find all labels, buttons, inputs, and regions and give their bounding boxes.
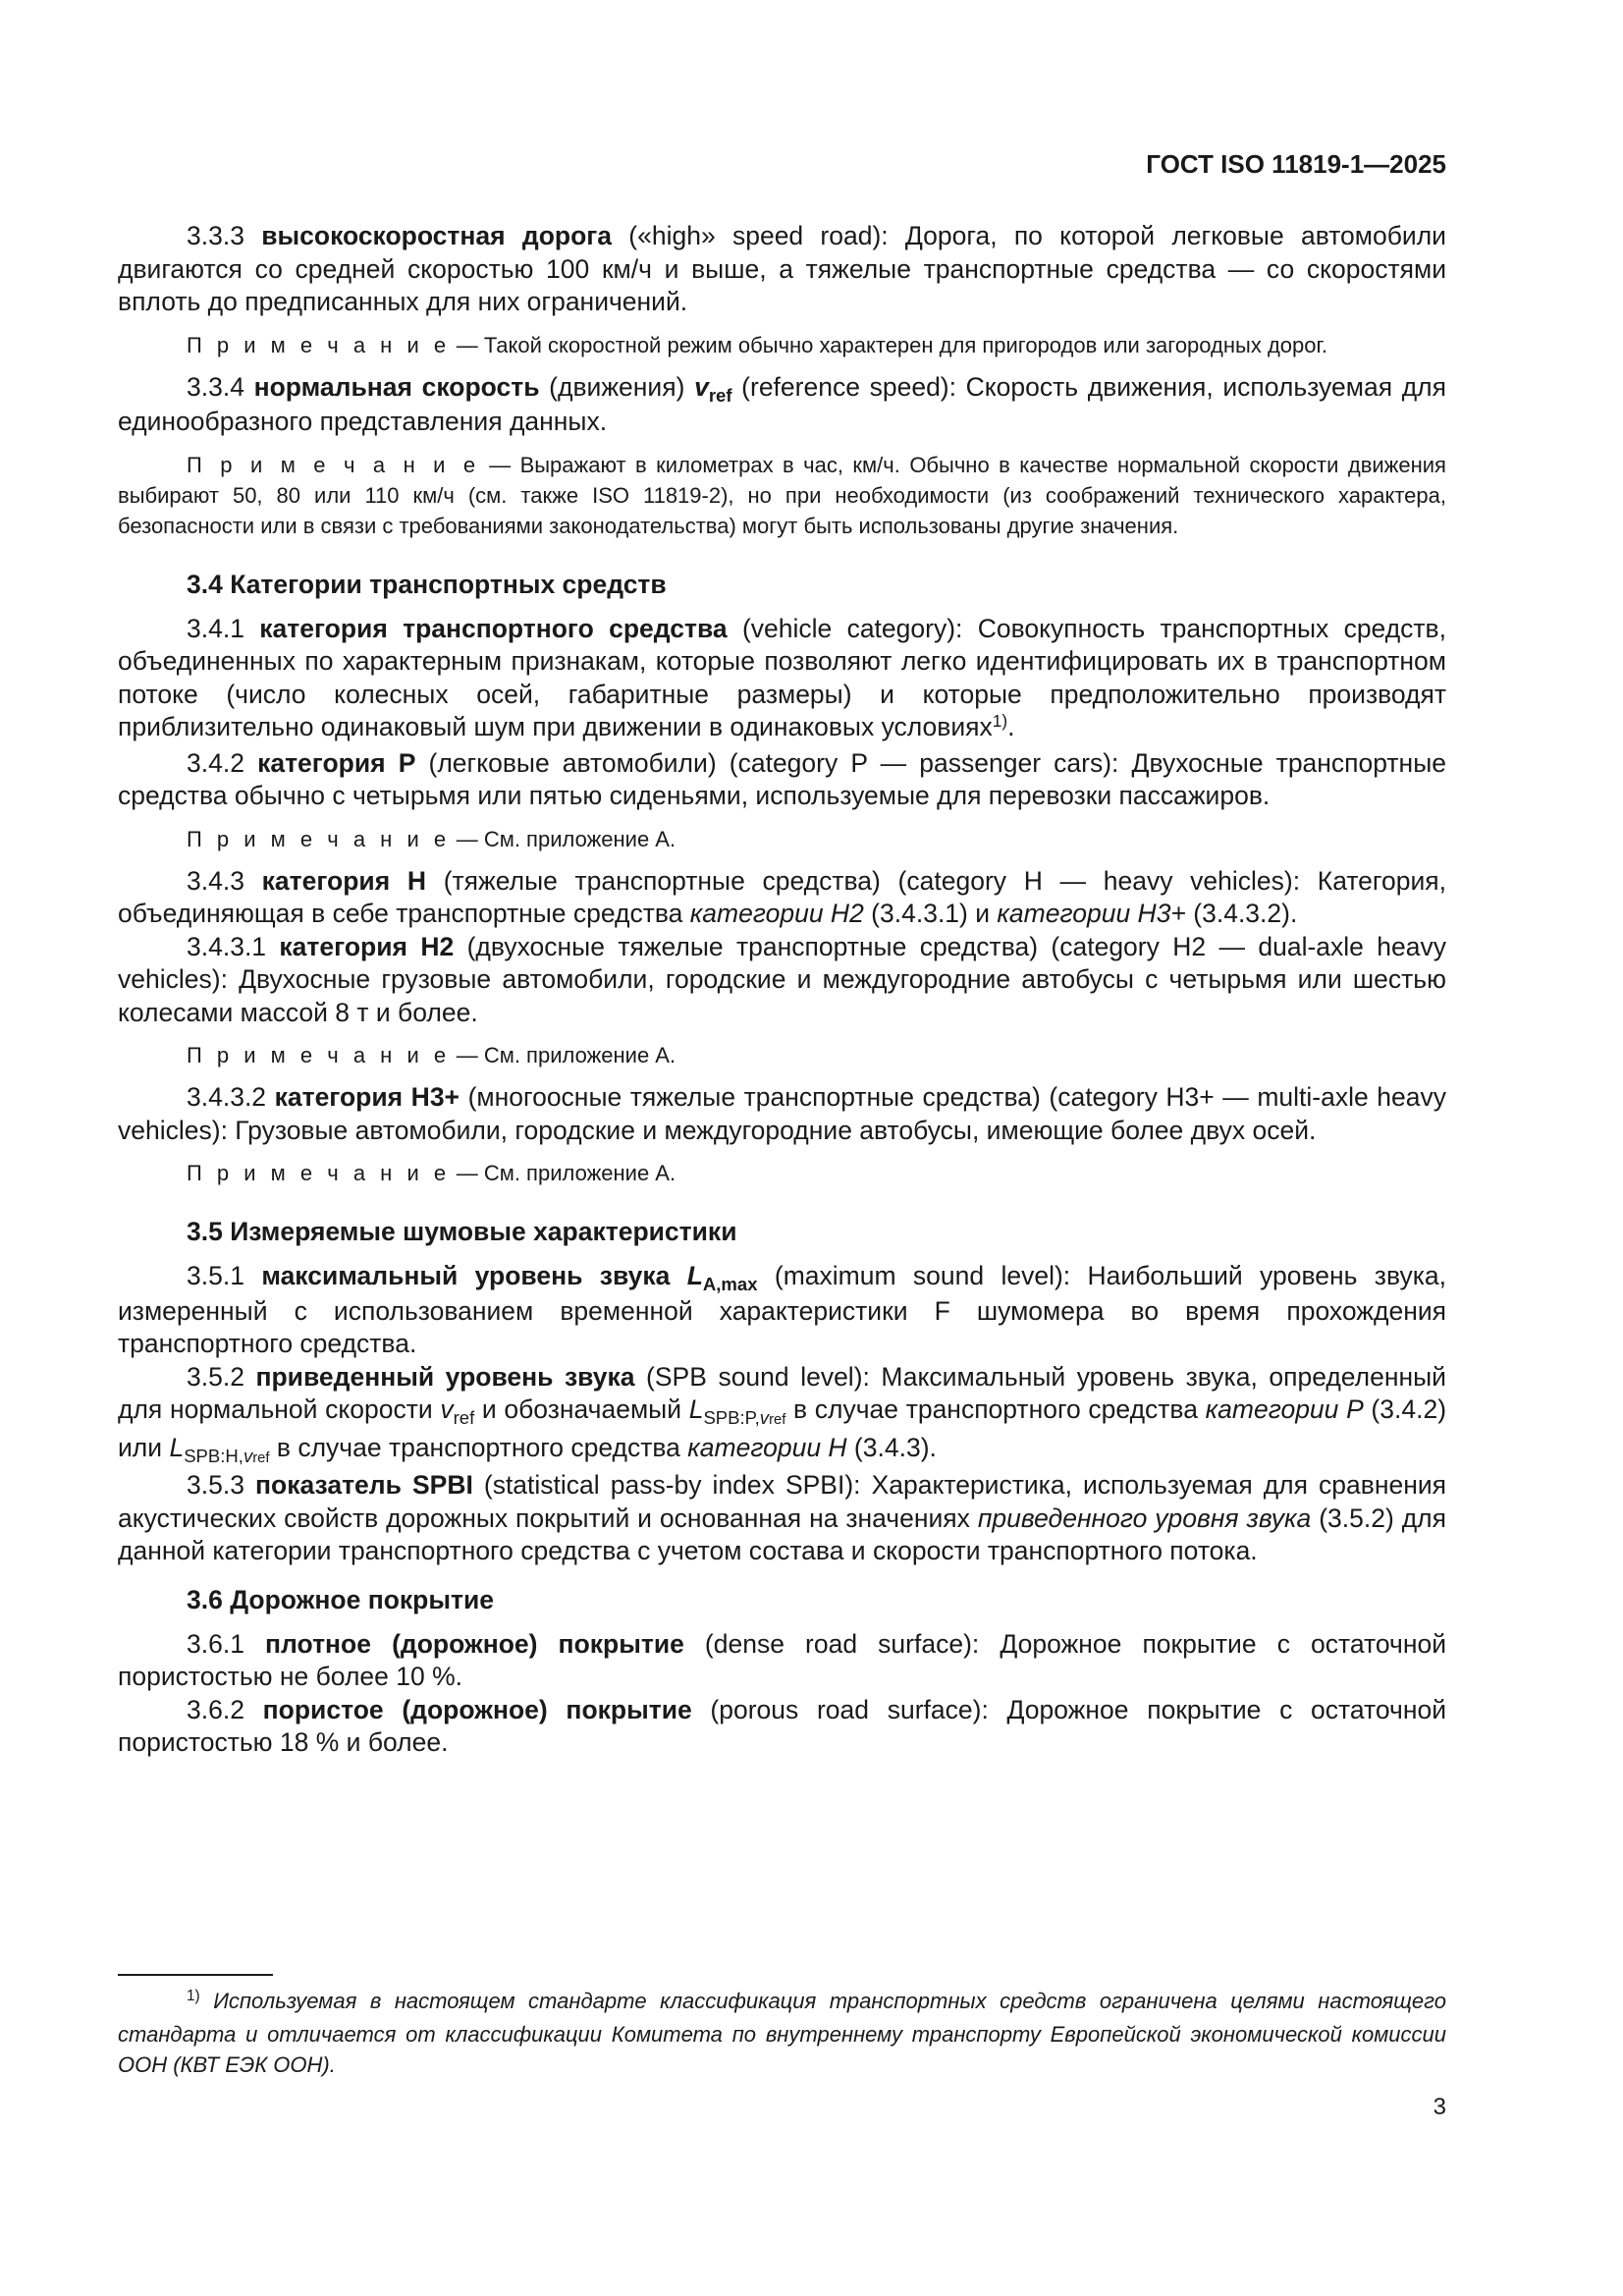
subscript-symbol: v [759, 1407, 770, 1429]
term-reference: категории Н2 [689, 899, 864, 928]
term: нормальная скорость [253, 371, 540, 402]
note-5 [118, 1158, 1446, 1188]
section-heading-3-6: 3.6 Дорожное покрытие [187, 1584, 494, 1614]
term-qualifier: (движения) [539, 371, 695, 402]
definition-3-5-3 [118, 1469, 1446, 1568]
definition-text: (3.4.2) или [118, 1394, 1447, 1462]
definition-3-3-3 [118, 220, 1446, 319]
page-number: 3 [1433, 2094, 1446, 2120]
term-reference: категории Н [687, 1432, 847, 1462]
term-reference: категории Н3+ [997, 899, 1186, 928]
clause-number: 3.4.1 [187, 613, 260, 643]
term: категория транспортного средства [259, 613, 728, 643]
definition-3-4-2 [118, 747, 1446, 813]
footnote [118, 1986, 1446, 2080]
term: категория Н2 [279, 931, 455, 961]
definition-text: в случае транспортного средства [269, 1432, 688, 1462]
footnote-mark: 1) [187, 1988, 200, 2005]
note-text: — Выражают в километрах в час, км/ч. Обычно в качестве нормальной скорости движения выбирают 50, 80 или 110 км/ч (см. также ISO 11819-2), но при необходимости (из соображений технического характера, безопасности или в связи с требованиями законодательства) могут быть использованы другие значения. [118, 452, 1446, 538]
clause-number: 3.5.3 [187, 1470, 255, 1500]
subscript-symbol: v [243, 1445, 253, 1466]
definition-text: (SPB sound level): Максимальный уровень звука, определенный для нормальной скорости [118, 1361, 1446, 1424]
definition-3-6-1 [118, 1628, 1446, 1694]
definition-3-5-2 [118, 1361, 1446, 1470]
term: категория Р [257, 747, 416, 778]
definition-3-5-1 [118, 1260, 1446, 1361]
note-2 [118, 450, 1446, 541]
term: высокоскоростная дорога [261, 221, 613, 250]
document-page [118, 0, 1446, 2296]
definition-text: (dense road surface): Дорожное покрытие с остаточной пористостью не более 10 %. [118, 1628, 1446, 1691]
definition-text: (porous road surface): Дорожное покрытие с остаточной пористостью 18 % и более. [118, 1694, 1446, 1757]
definition-text: и обозначаемый [474, 1394, 689, 1424]
clause-number: 3.3.3 [187, 221, 262, 250]
subscript-subscript: ref [252, 1449, 270, 1466]
clause-number: 3.3.4 [187, 371, 254, 402]
symbol-subscript [703, 1407, 785, 1428]
subscript-text: SPB:P, [703, 1407, 760, 1429]
definition-text: в случае транспортного средства [785, 1394, 1206, 1424]
clause-number: 3.6.2 [187, 1694, 263, 1724]
note-1 [118, 330, 1446, 360]
symbol-subscript [184, 1446, 269, 1466]
symbol: L [169, 1432, 185, 1462]
definition-text: (3.4.3). [846, 1432, 937, 1462]
footnote-text: Используемая в настоящем стандарте классификация транспортных средств ограничена целями настоящего стандарта и отличается от классификации Комитета по внутреннему транспорту Европейской экономической комиссии ООН (КВТ ЕЭК ООН). [118, 1989, 1446, 2077]
definition-text: (reference speed): Скорость движения, используемая для единообразного представления данных. [118, 371, 1446, 436]
subscript-text: SPB:H, [184, 1445, 243, 1466]
footnote-divider [118, 1974, 273, 1976]
note-label: П р и м е ч а н и е [187, 826, 451, 851]
definition-text: (тяжелые транспортные средства) (category H — heavy vehicles): Категория, объединяющая в себе транспортные средства [118, 865, 1446, 928]
definition-text: (3.4.3.1) и [863, 899, 998, 928]
clause-number: 3.4.3.2 [187, 1082, 275, 1112]
definition-text: (vehicle category): Совокупность транспортных средств, объединенных по характерным признакам, которые позволяют легко идентифицировать их в транспортном потоке (число колесных осей, габаритные размеры) и которые предположительно производят приблизительно одинаковый шум при движении в одинаковых условиях [118, 613, 1447, 741]
clause-number: 3.4.3.1 [187, 931, 280, 961]
definition-text: (3.4.3.2). [1185, 899, 1298, 928]
definition-3-4-3-1 [118, 931, 1446, 1030]
note-label: П р и м е ч а н и е [187, 1043, 451, 1067]
definition-text: (легковые автомобили) (category P — passenger cars): Двухосные транспортные средства обычно с четырьмя или пятью сиденьями, используемые для перевозки пассажиров. [118, 747, 1446, 810]
document-body [118, 220, 1446, 1760]
definition-text: (maximum sound level): Наибольший уровень звука, измеренный с использованием временной характеристики F шумомера во время прохождения транспортного средства. [118, 1261, 1446, 1358]
note-text: — См. приложение А. [450, 826, 676, 851]
section-heading-3-5: 3.5 Измеряемые шумовые характеристики [187, 1217, 737, 1246]
symbol: L [688, 1394, 704, 1424]
clause-number: 3.5.2 [187, 1361, 256, 1392]
definition-3-6-2 [118, 1694, 1446, 1760]
note-text: — См. приложение А. [450, 1043, 676, 1067]
term: пористое (дорожное) покрытие [262, 1694, 692, 1724]
clause-number: 3.6.1 [187, 1628, 266, 1659]
note-text: — Такой скоростной режим обычно характерен для пригородов или загородных дорог. [450, 332, 1327, 357]
footnote-reference: 1) [992, 710, 1008, 731]
note-4 [118, 1040, 1446, 1070]
note-label: П р и м е ч а н и е [187, 332, 451, 357]
definition-text: (многоосные тяжелые транспортные средства) (category H3+ — multi-axle heavy vehicles): Грузовые автомобили, городские и междугородние автобусы, имеющие более двух осей. [118, 1082, 1446, 1145]
punctuation: . [1007, 712, 1015, 741]
definition-text: («high» speed road): Дорога, по которой легковые автомобили двигаются со средней скоростью 100 км/ч и выше, а тяжелые транспортные средства — со скоростями вплоть до предписанных для них ограничений. [118, 221, 1446, 316]
clause-number: 3.4.2 [187, 747, 258, 778]
symbol-subscript: A,max [702, 1274, 758, 1295]
term: приведенный уровень звука [255, 1361, 635, 1392]
term-reference: приведенного уровня звука [977, 1503, 1312, 1533]
note-3 [118, 824, 1446, 854]
symbol: v [694, 371, 709, 402]
symbol-subscript: ref [708, 384, 732, 406]
definition-text: (statistical pass-by index SPBI): Характеристика, используемая для сравнения акустических свойств дорожных покрытий и основанная на значениях [118, 1470, 1447, 1533]
note-text: — См. приложение А. [450, 1161, 676, 1185]
definition-text: (двухосные тяжелые транспортные средства) (category H2 — dual-axle heavy vehicles): Двухосные грузовые автомобили, городские и междугородние автобусы с четырьмя или шестью колесами массой 8 т и более. [118, 931, 1446, 1027]
definition-3-4-1 [118, 613, 1446, 747]
note-label: П р и м е ч а н и е [187, 1161, 451, 1185]
definition-text: (3.5.2) для данной категории транспортного средства с учетом состава и скорости транспортного потока. [118, 1503, 1446, 1565]
term: категория Н [261, 865, 427, 896]
clause-number: 3.5.1 [187, 1261, 262, 1290]
term: плотное (дорожное) покрытие [265, 1628, 684, 1659]
definition-3-3-4 [118, 371, 1446, 439]
term: показатель SPBI [255, 1470, 473, 1500]
symbol: L [686, 1261, 703, 1290]
section-heading-3-4: 3.4 Категории транспортных средств [187, 569, 667, 599]
subscript-subscript: ref [769, 1412, 786, 1429]
document-header-id: ГОСТ ISO 11819-1—2025 [1146, 149, 1446, 179]
definition-3-4-3-2 [118, 1081, 1446, 1147]
term: максимальный уровень звука [261, 1261, 687, 1290]
symbol-subscript: ref [453, 1407, 475, 1429]
definition-3-4-3 [118, 865, 1446, 931]
note-label: П р и м е ч а н и е [187, 452, 480, 477]
term: категория Н3+ [274, 1082, 460, 1112]
clause-number: 3.4.3 [187, 865, 262, 896]
symbol: v [440, 1394, 454, 1424]
term-reference: категории Р [1205, 1394, 1364, 1424]
